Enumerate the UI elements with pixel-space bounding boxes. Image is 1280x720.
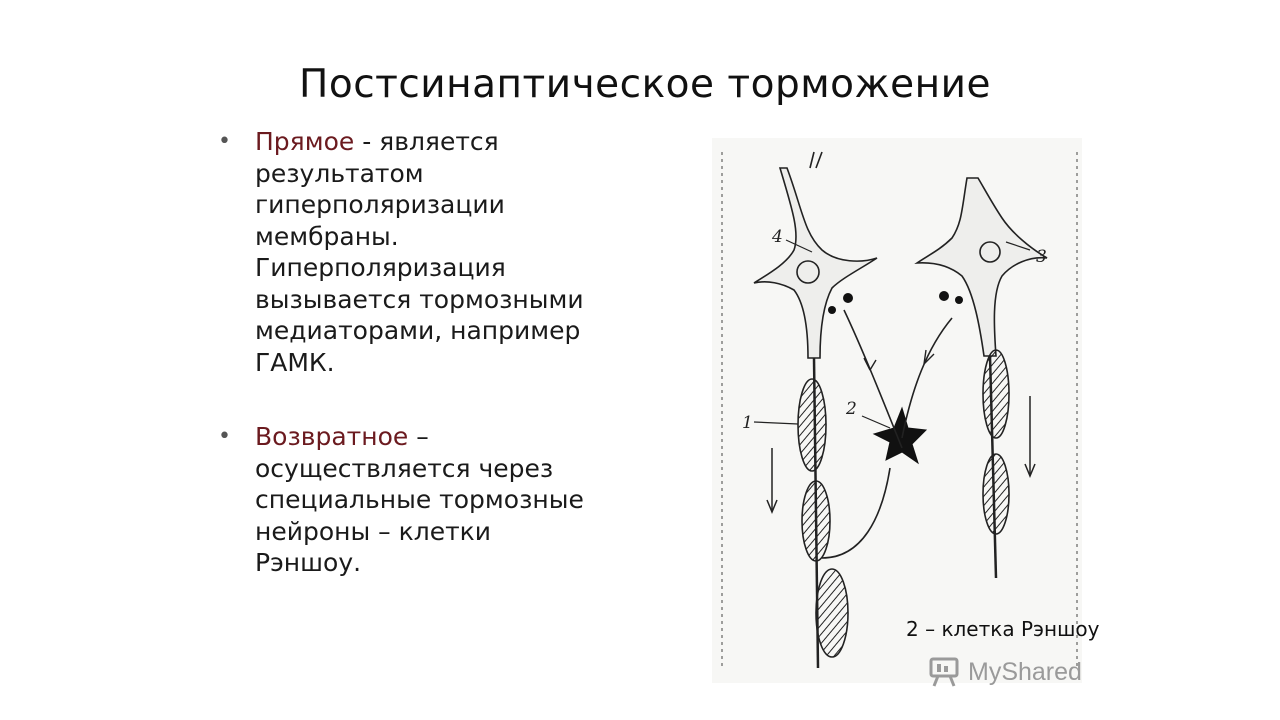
inhibitory-synapse — [955, 296, 963, 304]
inhibitory-synapse — [939, 291, 949, 301]
label-2: 2 — [846, 399, 857, 419]
bullet-line: результатом — [255, 158, 424, 188]
label-1: 1 — [742, 413, 753, 433]
inhibitory-synapse — [843, 293, 853, 303]
bullet-list — [218, 126, 638, 579]
slide-title: Постсинаптическое торможение — [299, 62, 991, 107]
bullet-line: вызывается тормозными — [255, 284, 584, 314]
bullet-dot-icon: • — [218, 424, 231, 449]
myelin-segment — [802, 481, 830, 561]
presentation-board-icon — [928, 657, 962, 687]
bullet-text: – — [408, 422, 429, 451]
bullet-direct — [218, 126, 638, 378]
bullet-line: мембраны. — [255, 221, 399, 251]
bullet-line: осуществляется через — [255, 453, 554, 483]
myelin-segment — [798, 379, 826, 471]
bullet-line: специальные тормозные — [255, 485, 584, 514]
label-4: 4 — [772, 227, 783, 247]
bullet-line: гиперполяризации — [255, 190, 505, 219]
bullet-line: медиаторами, например — [255, 316, 581, 345]
bullet-text: - является — [354, 127, 499, 156]
inhibitory-synapse — [828, 306, 836, 314]
renshaw-cell-diagram — [712, 138, 1082, 683]
figure-caption: 2 – клетка Рэншоу — [906, 617, 1100, 641]
bullet-line: ГАМК. — [255, 347, 335, 377]
myelin-segment — [816, 569, 848, 657]
watermark-text: MyShared — [968, 657, 1082, 686]
term-direct: Прямое — [255, 127, 355, 156]
bullet-line: нейроны – клетки — [255, 516, 491, 546]
bullet-line: Рэншоу. — [255, 548, 362, 577]
bullet-dot-icon: • — [218, 129, 231, 154]
term-recurrent: Возвратное — [255, 422, 409, 451]
bullet-line: Гиперполяризация — [255, 253, 506, 282]
myelin-segment — [983, 454, 1009, 534]
watermark — [928, 657, 1082, 687]
myelin-segment — [983, 350, 1009, 438]
label-3: 3 — [1036, 247, 1047, 267]
bullet-recurrent — [218, 421, 638, 579]
